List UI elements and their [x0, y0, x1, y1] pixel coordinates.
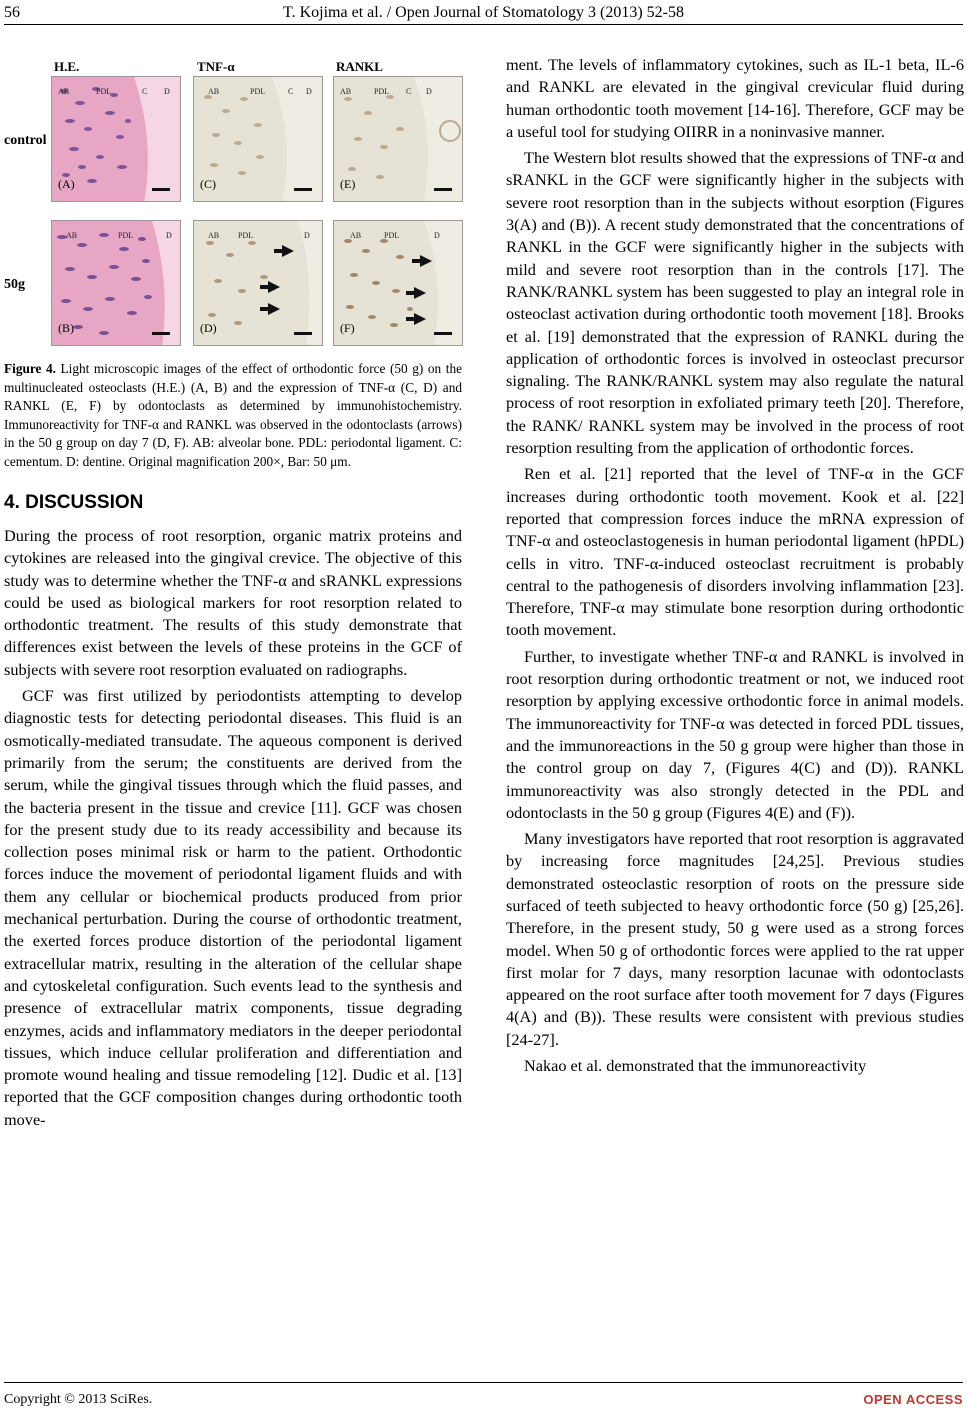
- panel-a: [51, 76, 181, 202]
- scale-bar: [152, 332, 170, 335]
- scale-bar: [434, 188, 452, 191]
- tag-d: D: [434, 231, 440, 240]
- paragraph: GCF was first utilized by periodontists attempting to develop diagnostic tests for detecting periodontal diseases. This fluid is an osmotically-mediated transudate. The aqueous component is derived primarily from the serum; the constituents are derived from the serum, while the gingival tissues through which the fluid passes, and the bacteria present in the tissue and crevice [11]. GCF was chosen for the present study due to its ready accessibility and because its collection poses minimal risk or harm to the patient. Orthodontic forces induce the movement of periodontal ligament fluids and with them any cellular or biochemical products produced from prior mechanical perturbation. During the course of orthodontic treatment, the exerted forces produce distortion of the periodontal ligament extracellular matrix, resulting in the alteration of the cellular shape and cytoskeletal configuration. Such events lead to the synthesis and presence of extracellular matrix components, tissue degrading enzymes, acids and inflammatory mediators in the deeper periodontal tissues, which induce cellular proliferation and differentiation and promote wound healing and tissue remodeling [12]. Dudic et al. [13] reported that the GCF composition changes during orthodontic tooth move-: [4, 686, 462, 1129]
- footer-rule: [4, 1382, 963, 1383]
- tag-d: D: [426, 87, 432, 96]
- tag-d: D: [304, 231, 310, 240]
- panel-label-b: (B): [58, 320, 74, 335]
- caption-label: Figure 4.: [4, 361, 56, 376]
- panel-label-f: (F): [340, 320, 355, 335]
- tag-ab: AB: [340, 87, 352, 96]
- right-column: [506, 54, 964, 1077]
- panel-label-c: (C): [200, 176, 216, 191]
- row-label-50g: 50g: [4, 277, 25, 292]
- panel-b: [51, 220, 181, 346]
- panel-label-d: (D): [200, 320, 217, 335]
- figure-caption: [4, 360, 462, 471]
- paragraph: Further, to investigate whether TNF-α and RANKL is involved in root resorption during orthodontic treatment or not, we induced root resorption by applying excessive orthodontic force in animal models. The immunoreactivity for TNF-α was detected in forced PDL tissues, and the immunoreactions in the 50 g group were higher than those in the control group on day 7, (Figures 4(C) and (D)). RANKL immunoreactivity was also strongly detected in the PDL and odontoclasts in the 50 g group (Figures 4(E) and (F)).: [506, 646, 964, 822]
- paragraph: During the process of root resorption, organic matrix proteins and cytokines are released into the gingival crevice. The objective of this study was to determine whether the TNF-α and sRANKL expressions could be used as biological markers for root resorption related to orthodontic treatment. The results of this study demonstrate that differences exist between the levels of these proteins in the GCF of subjects with severe root resorption evaluated on radiographs.: [4, 526, 462, 679]
- paragraph: Many investigators have reported that root resorption is aggravated by increasing force magnitudes [24,25]. Previous studies demonstrated osteoclastic resorption of roots on the pressure side surfaced of teeth subjected to heavy orthodontic force (50 g) [25,26]. Therefore, in the present study, 50 g were used as a strong forces model. When 50 g of orthodontic forces were applied to the rat upper first molar for 7 days, many resorption lacunae with odontoclasts appeared on the root surface after tooth movement for 7 days (Figures 4(A) and (B)). These results were consistent with previous studies [24-27].: [506, 829, 964, 1049]
- col-header-rankl: RANKL: [336, 59, 383, 74]
- row-label-control: control: [4, 133, 47, 148]
- tag-pdl: PDL: [384, 231, 400, 240]
- tag-c: C: [288, 87, 294, 96]
- scale-bar: [152, 188, 170, 191]
- figure-4: [4, 52, 462, 356]
- paragraph: Ren et al. [21] reported that the level of TNF-α in the GCF increases during orthodontic tooth movement. Kook et al. [22] reported that compression forces induce the mRNA expression of TNF-α and osteoclastogenesis in human periodontal ligament (hPDL) cells in vitro. TNF-α-induced osteoclast recruitment is probably central to the pathogenesis of disorders involving inflammation [23]. Therefore, TNF-α may stimulate bone resorption during orthodontic tooth movement.: [506, 464, 964, 640]
- caption-text: Light microscopic images of the effect of orthodontic force (50 g) on the multinucleated osteoclasts (H.E.) (A, B) and the expression of TNF-α (C, D) and RANKL (E, F) by odontoclasts as determined by immunohistochemistry. Immunoreactivity for TNF-α and RANKL was observed in the odontoclasts (arrows) in the 50 g group on day 7 (D, F). AB: alveolar bone. PDL: periodontal ligament. C: cementum. D: dentine. Original magnification 200×, Bar: 50 μm.: [4, 361, 462, 469]
- section-heading: 4. DISCUSSION: [4, 492, 144, 513]
- tag-c: C: [142, 87, 148, 96]
- tag-ab: AB: [208, 87, 220, 96]
- running-title: T. Kojima et al. / Open Journal of Stomatology 3 (2013) 52-58: [283, 4, 684, 21]
- tag-d: D: [306, 87, 312, 96]
- tag-ab: AB: [208, 231, 220, 240]
- paragraph: ment. The levels of inflammatory cytokines, such as IL-1 beta, IL-6 and RANKL are elevated in the gingival crevicular fluid during human orthodontic tooth movement [14-16]. Therefore, GCF may be a useful tool for studying OIIRR in a noninvasive manner.: [506, 55, 964, 141]
- tag-d: D: [166, 231, 172, 240]
- header-rule: [4, 24, 963, 25]
- page-header: [0, 0, 967, 26]
- left-column: [4, 52, 462, 1131]
- tag-d: D: [164, 87, 170, 96]
- panel-d: [193, 220, 323, 346]
- paragraph: The Western blot results showed that the expressions of TNF-α and sRANKL in the GCF were significantly higher in the subjects with severe root resorption than in the subjects without esorption (Figures 3(A) and (B)). A recent study demonstrated that the concentrations of RANKL in the GCF were significantly higher in the subjects with mild and severe root resorption than in the controls [17]. The RANK/RANKL system has been suggested to play an integral role in osteoclast activation during orthodontic tooth movement [18]. Brooks et al. [19] demonstrated that the expression of RANKL during the application of orthodontic forces is involved in osteoclast precursor signaling. The RANK/RANKL system may also regulate the natural process of root resorption in exfoliated primary teeth [20]. Therefore, the RANK/ RANKL system may be involved in the process of root resorption resulting from the application of orthodontic forces.: [506, 148, 964, 458]
- panel-c: [193, 76, 323, 202]
- panel-label-a: (A): [58, 176, 75, 191]
- tag-ab: AB: [66, 231, 78, 240]
- col-header-tnf: TNF-α: [197, 59, 235, 74]
- col-header-he: H.E.: [54, 59, 80, 74]
- scale-bar: [294, 332, 312, 335]
- tag-c: C: [406, 87, 412, 96]
- tag-ab: AB: [58, 87, 70, 96]
- panel-e: [333, 76, 463, 202]
- panel-f: [333, 220, 463, 346]
- open-access-badge: OPEN ACCESS: [863, 1392, 963, 1407]
- tag-ab: AB: [350, 231, 362, 240]
- tag-pdl: PDL: [374, 87, 390, 96]
- copyright: Copyright © 2013 SciRes.: [4, 1392, 153, 1407]
- tag-pdl: PDL: [250, 87, 266, 96]
- scale-bar: [294, 188, 312, 191]
- paragraph: Nakao et al. demonstrated that the immunoreactivity: [524, 1056, 867, 1076]
- tag-pdl: PDL: [96, 87, 112, 96]
- tag-pdl: PDL: [118, 231, 134, 240]
- tag-pdl: PDL: [238, 231, 254, 240]
- page-number: 56: [4, 4, 20, 21]
- panel-label-e: (E): [340, 176, 356, 191]
- scale-bar: [434, 332, 452, 335]
